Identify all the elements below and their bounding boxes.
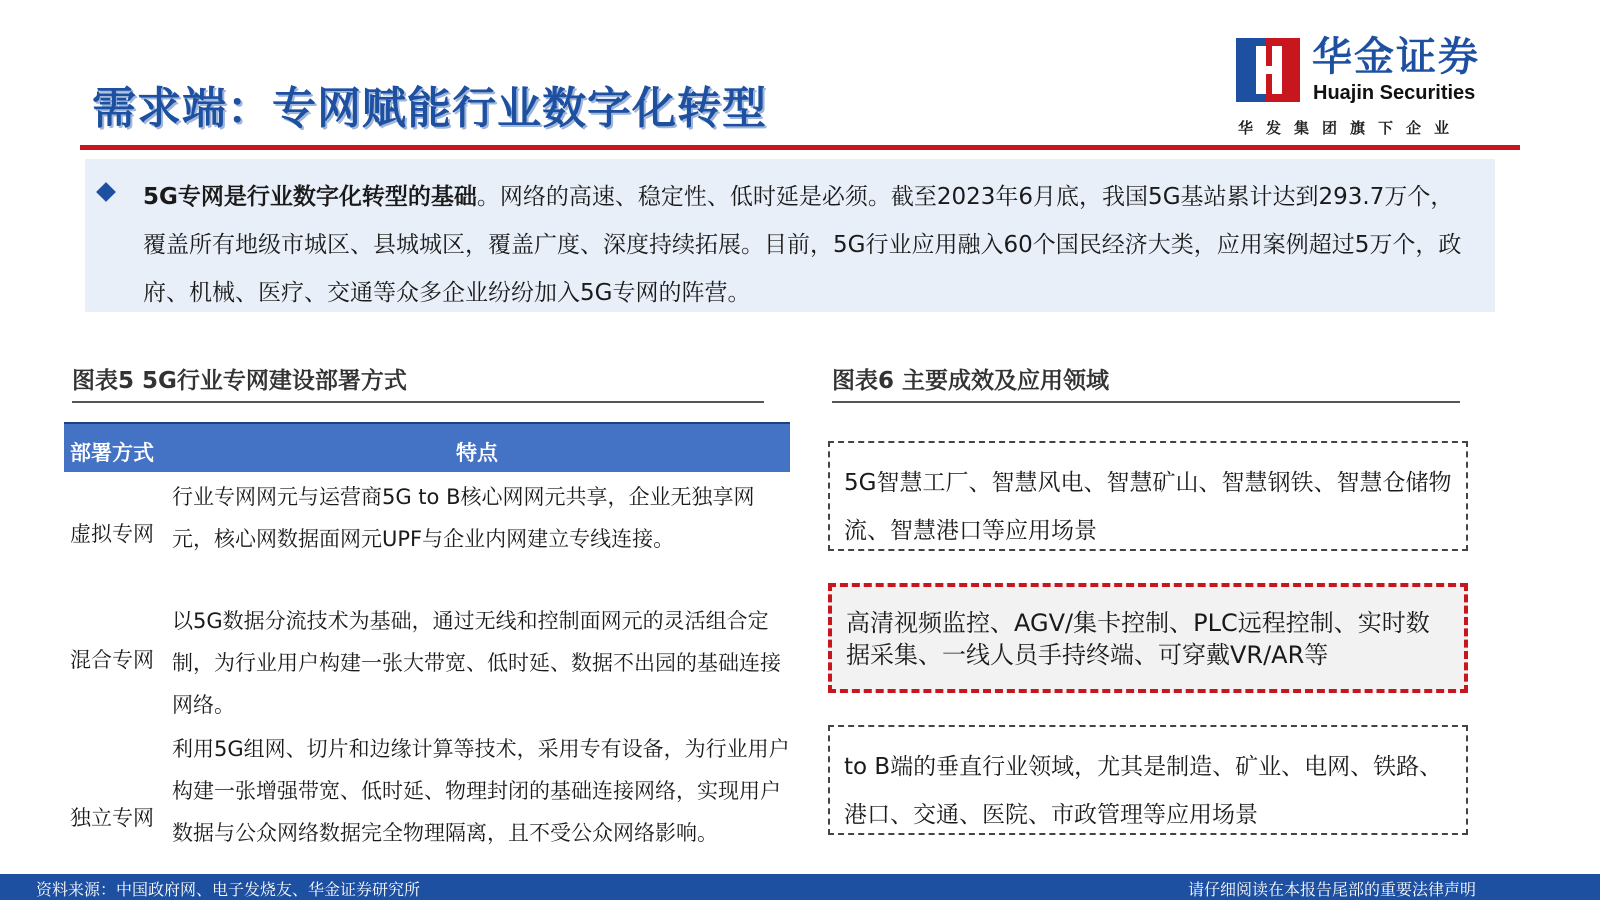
row-label: 独立专网: [70, 806, 154, 830]
row-label: 混合专网: [70, 648, 154, 672]
footer-disclaimer: 请仔细阅读在本报告尾部的重要法律声明: [1187, 880, 1476, 899]
row-text: 以5G数据分流技术为基础，通过无线和控制面网元的灵活组合定制，为行业用户构建一张大带宽、低时延、数据不出园的基础连接网络。: [172, 609, 781, 717]
logo-chinese-name: 华金证券: [1312, 34, 1480, 80]
page-title: 需求端：专网赋能行业数字化转型: [92, 83, 767, 134]
diamond-bullet-icon: [96, 182, 116, 202]
application-box-industries: to B端的垂直行业领域，尤其是制造、矿业、电网、铁路、港口、交通、医院、市政管理等应用场景: [828, 725, 1468, 835]
summary-text: [143, 173, 1463, 317]
row-text: 利用5G组网、切片和边缘计算等技术，采用专有设备，为行业用户构建一张增强带宽、低时延、物理封闭的基础连接网络，实现用户数据与公众网络数据完全物理隔离，且不受公众网络影响。: [172, 737, 790, 845]
logo-slogan: 华发集团旗下企业: [1238, 119, 1463, 137]
header-divider: [80, 145, 1520, 150]
row-label: 虚拟专网: [70, 522, 154, 546]
table-row: [64, 472, 790, 600]
application-box-scenarios: 5G智慧工厂、智慧风电、智慧矿山、智慧钢铁、智慧仓储物流、智慧港口等应用场景: [828, 441, 1468, 551]
application-box-highlighted: 高清视频监控、AGV/集卡控制、PLC远程控制、实时数据采集、一线人员手持终端、可穿戴VR/AR等: [828, 583, 1468, 693]
summary-bold: 5G专网是行业数字化转型的基础: [143, 184, 477, 210]
header-cell-mode: 部署方式: [70, 441, 154, 465]
header-cell-feature: 特点: [456, 441, 498, 465]
logo-english-name: Huajin Securities: [1313, 82, 1476, 104]
figure6-title: 图表6 主要成效及应用领域: [832, 362, 1460, 403]
table-row: [64, 600, 790, 728]
footer-source: 资料来源：中国政府网、电子发烧友、华金证券研究所: [36, 880, 421, 899]
huajin-logo-icon: [1236, 38, 1300, 102]
deployment-table: [64, 422, 790, 904]
row-text: 行业专网网元与运营商5G to B核心网网元共享，企业无独享网元，核心网数据面网元UPF与企业内网建立专线连接。: [172, 485, 755, 551]
figure5-title: 图表5 5G行业专网建设部署方式: [72, 362, 764, 403]
table-header: [64, 422, 790, 472]
summary-box: [85, 159, 1495, 312]
footer-bar: [0, 874, 1600, 900]
summary-body: 。网络的高速、稳定性、低时延是必须。截至2023年6月底，我国5G基站累计达到293.7万个，覆盖所有地级市城区、县城城区，覆盖广度、深度持续拓展。目前，5G行业应用融入60个国民经济大类，应用案例超过5万个，政府、机械、医疗、交通等众多企业纷纷加入5G专网的阵营。: [143, 184, 1462, 306]
